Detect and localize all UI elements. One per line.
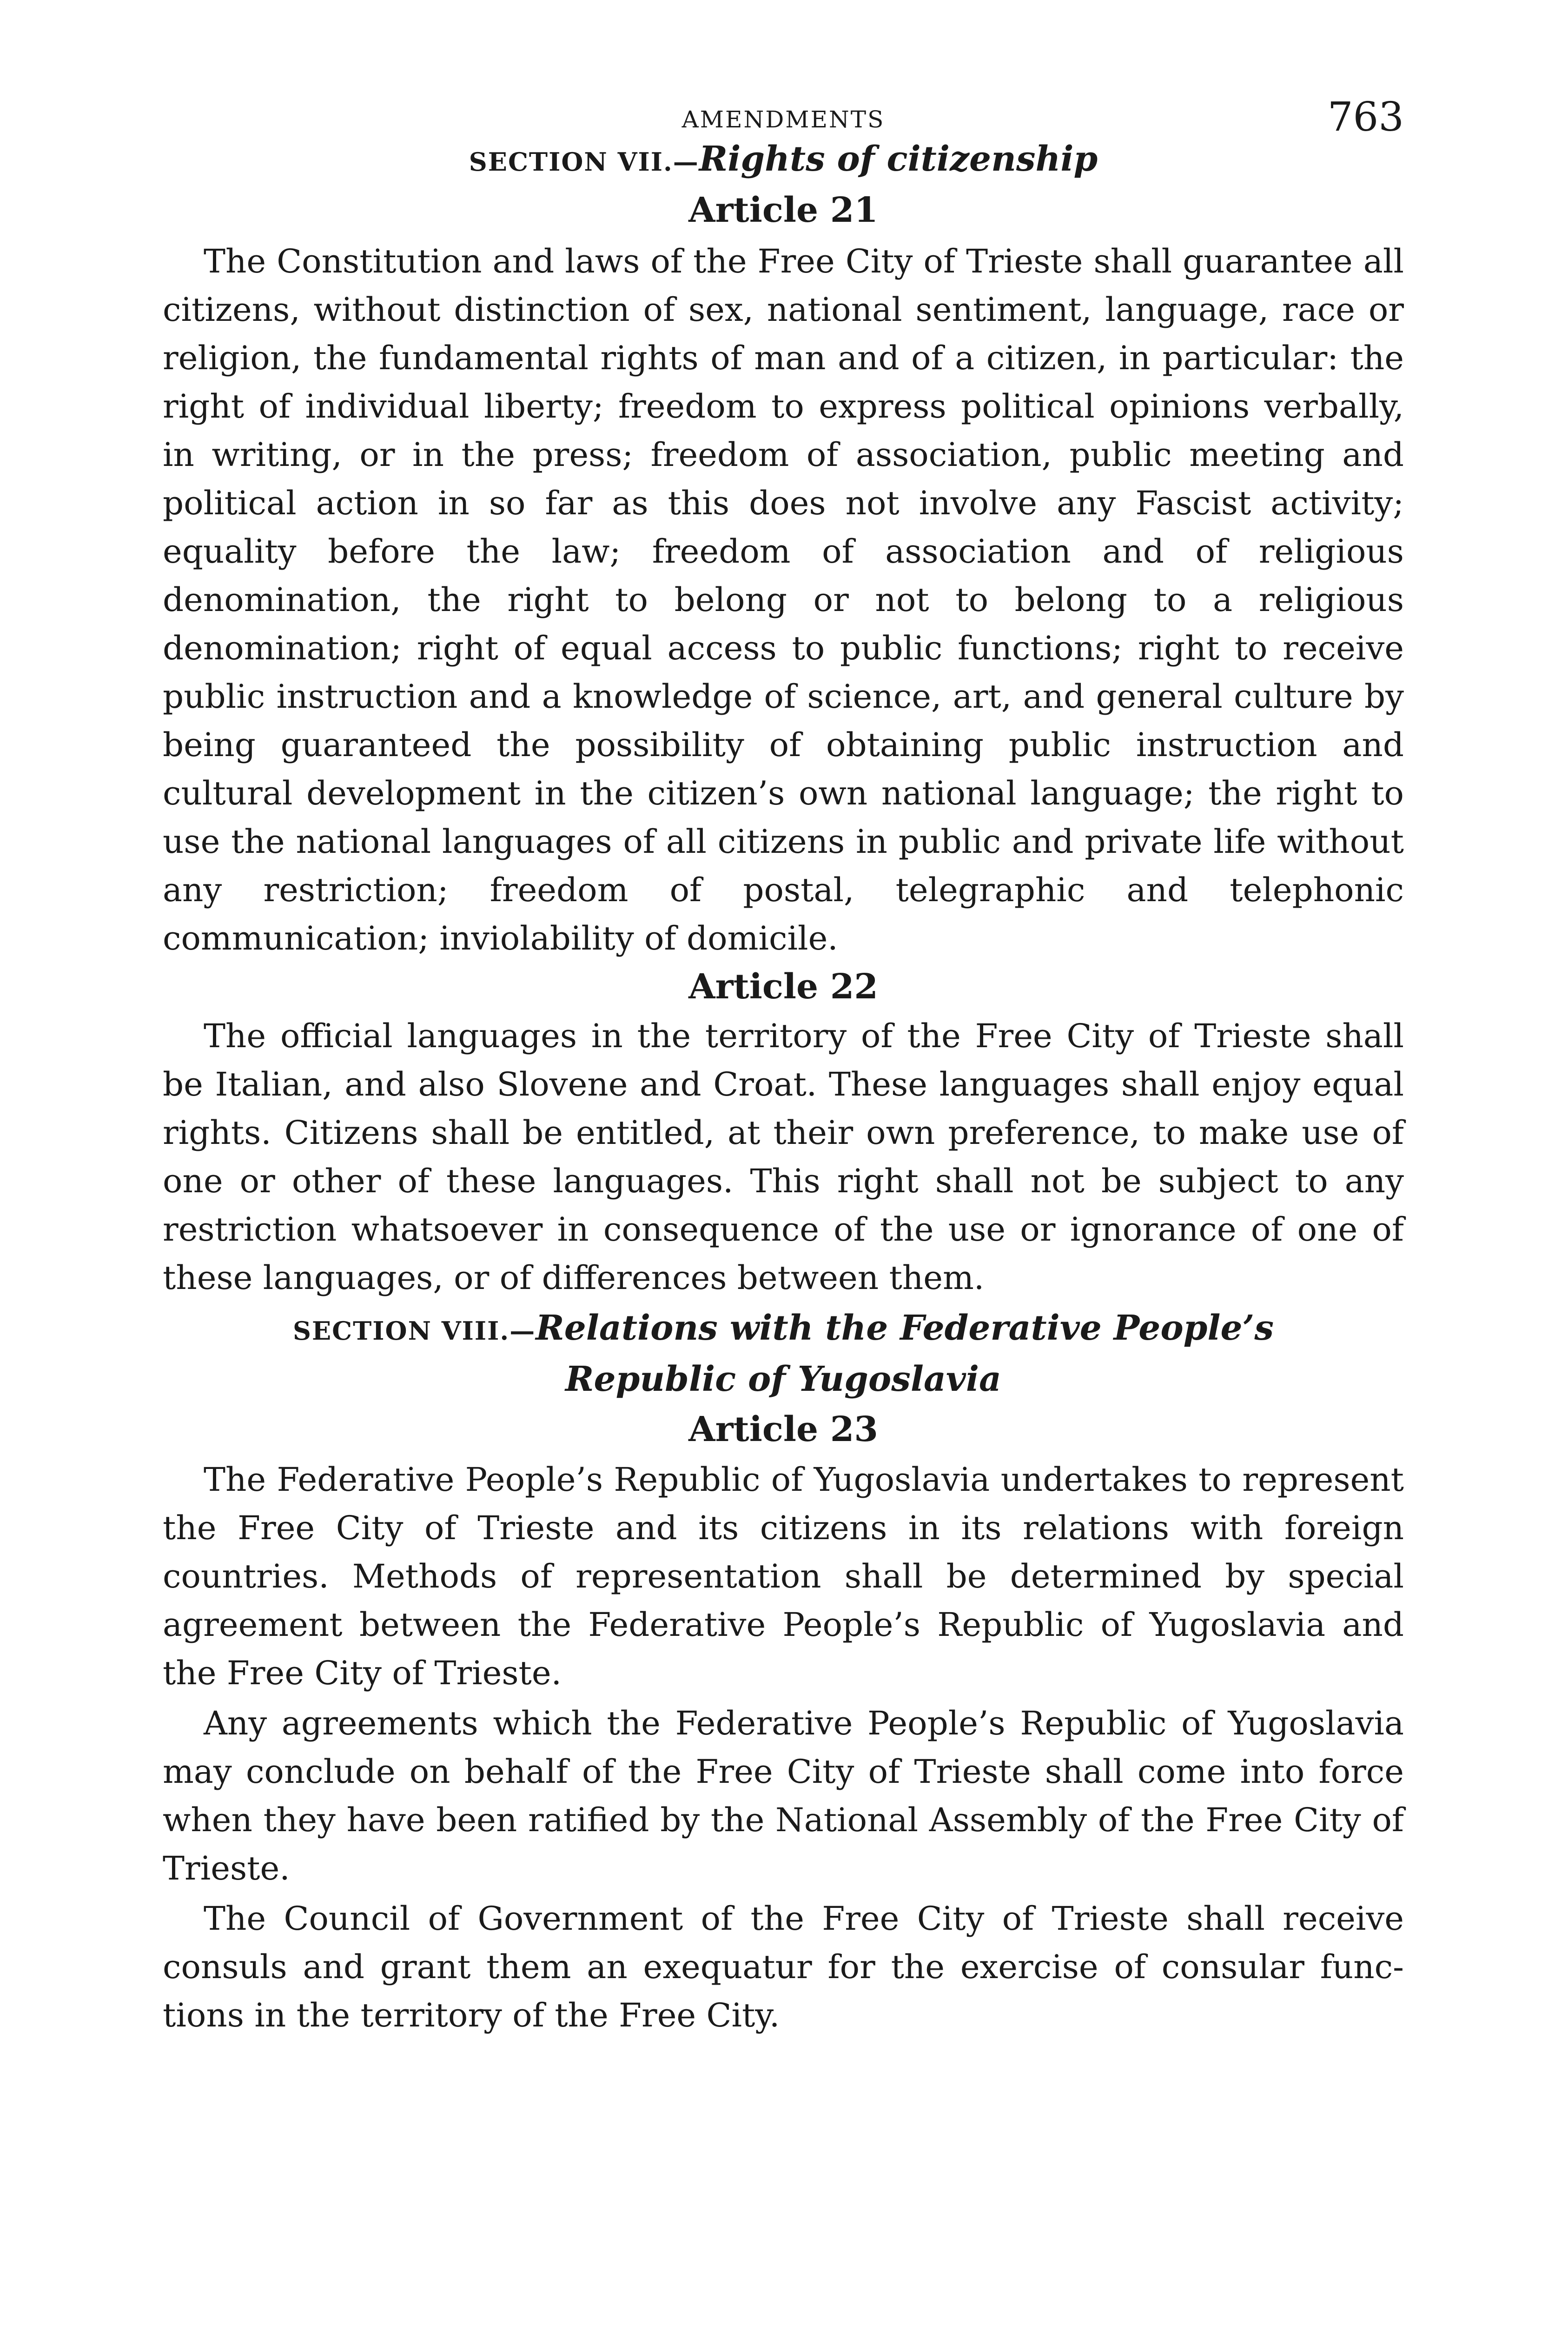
document-page	[163, 88, 1404, 2039]
article-23-paragraph-2: Any agreements which the Federative People’s Republic of Yugoslavia may conclude on behalf of the Free City of Trieste shall come into force when they have been ratified by the National Assembly of the Free City of Trieste.	[163, 1704, 1404, 1887]
running-head	[163, 88, 1404, 140]
section-title: Relations with the Federative People’s Republic of Yugoslavia	[536, 1308, 1274, 1399]
article-23-paragraph-3: The Council of Government of the Free City of Trieste shall receive consuls and grant them an exequatur for the exercise of consular functions in the territory of the Free City.	[163, 1900, 1404, 2034]
article-heading-21: Article 21	[688, 190, 878, 230]
section-label: SECTION VIII.—	[292, 1316, 536, 1346]
article-heading-23: Article 23	[688, 1409, 878, 1449]
section-title: Rights of citizenship	[699, 139, 1098, 179]
article-23-paragraph-1: The Federative People’s Republic of Yugoslavia undertakes to represent the Free City of Trieste and its citizens in its relations with foreign countries. Methods of representation shall be determined by special agreement between the Federative People’s Republic of Yugoslavia and the Free City of Trieste.	[163, 1461, 1404, 1692]
section-heading-viii	[163, 1304, 1404, 1403]
article-heading-22: Article 22	[688, 967, 878, 1007]
running-title: AMENDMENTS	[681, 106, 885, 133]
section-label: SECTION VII.—	[469, 147, 699, 177]
article-22-paragraph: The official languages in the territory of the Free City of Trieste shall be Italian, and also Slovene and Croat. These languages shall enjoy equal rights. Citizens shall be entitled, at their own preference, to make use of one or other of these languages. This right shall not be subject to any restriction whatsoever in consequence of the use or ignorance of one of these languages, or of differences between them.	[163, 1017, 1404, 1297]
section-heading-vii	[163, 135, 1404, 186]
article-21-paragraph: The Constitution and laws of the Free City of Trieste shall guarantee all citizens, without distinction of sex, national sentiment, language, race or religion, the fundamental rights of man and of a citizen, in particular: the right of individual liberty; freedom to express political opinions verbally, in writing, or in the press; freedom of association, public meeting and political action in so far as this does not involve any Fascist activity; equality before the law; freedom of association and of religious denomination, the right to belong or not to belong to a religious denomination; right of equal access to public functions; right to receive public instruction and a knowledge of science, art, and general culture by being guaranteed the possibility of obtaining public instruction and cultural development in the citizen’s own national language; the right to use the national languages of all citizens in public and private life without any restriction; freedom of postal, telegraphic and telephonic communication; inviolability of domicile.	[163, 242, 1404, 957]
page-number: 763	[1327, 94, 1404, 140]
